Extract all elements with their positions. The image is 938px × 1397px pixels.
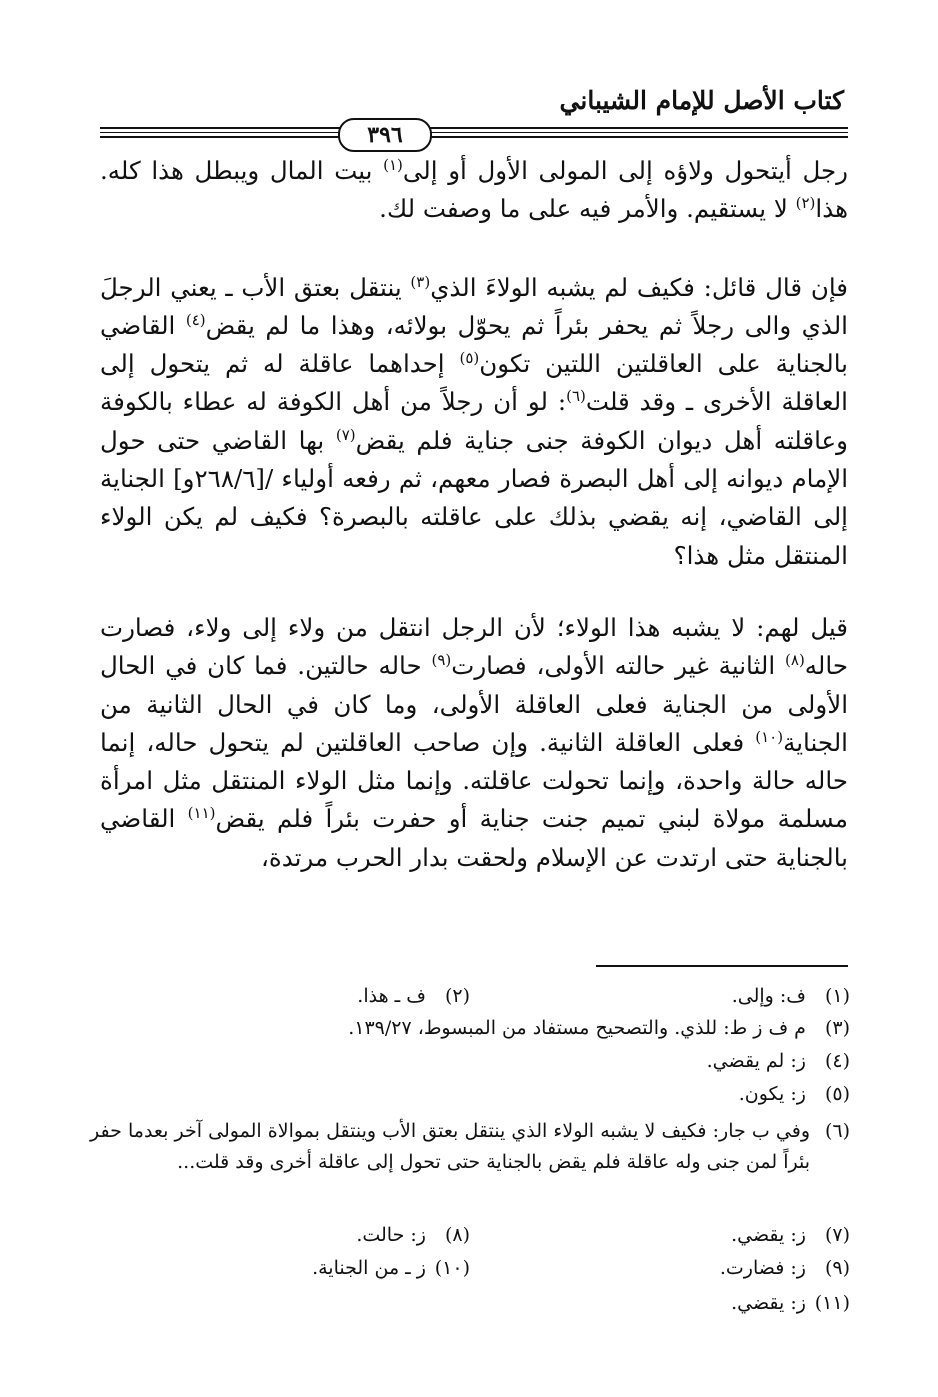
footnote-10: (١٠) ز ـ من الجناية. xyxy=(312,1257,470,1279)
page-number: ٣٩٦ xyxy=(338,118,432,152)
paragraph-2 xyxy=(100,269,848,575)
text-run: فعلى العاقلة الثانية. وإن صاحب العاقلتين لم يتحول حاله، إنما حاله حالة واحدة، وإنما تحولت عاقلته. وإنما مثل الولاء المنتقل مثل امرأة مسلمة مولاة لبني تميم جنت جناية أو حفرت بئراً فلم يقض xyxy=(100,727,848,834)
footnote-3: (٣) م ف ز ط: للذي. والتصحيح مستفاد من المبسوط، ١٣٩/٢٧. xyxy=(348,1017,850,1039)
footnote-ref: (٩) xyxy=(431,651,452,670)
text-run: الثانية غير حالته الأولى، فصارت xyxy=(451,651,786,681)
header-rule-top xyxy=(100,127,848,129)
text-run: حاله حالتين. فما كان في الحال الأولى من الجناية فعلى العاقلة الأولى، وما كان في الحال الثانية من الجناية xyxy=(100,651,848,757)
footnote-2: (٢) ف ـ هذا. xyxy=(357,985,470,1007)
footnote-row-7 xyxy=(90,1221,850,1249)
footnote-ref: (٤) xyxy=(185,310,206,329)
text-run: قيل لهم: لا يشبه هذا الولاء؛ لأن الرجل انتقل من ولاء إلى ولاء، فصارت حاله xyxy=(100,612,849,681)
page-header xyxy=(100,80,848,148)
footnote-row-9 xyxy=(90,1254,850,1282)
footnote-ref: (١٠) xyxy=(755,727,784,746)
text-run: رجل أيتحول ولاؤه إلى المولى الأول أو إلى xyxy=(402,156,848,185)
footnote-11: (١١) ز: يقضي. xyxy=(731,1292,850,1314)
text-run: بها القاضي حتى حول الإمام ديوانه إلى أهل البصرة فصار معهم، ثم رفعه أولياء /[٢٦٨/٦و] الجناية إلى القاضي، إنه يقضي بذلك على عاقلته بالبصرة؟ فكيف لم يكن الولاء المنتقل مثل هذا؟ xyxy=(100,425,849,570)
text-run: القاضي بالجناية حتى ارتدت عن الإسلام ولحقت بدار الحرب مرتدة، xyxy=(100,804,848,872)
footnote-separator xyxy=(596,965,848,967)
footnote-row-1 xyxy=(90,982,850,1010)
paragraph-3 xyxy=(100,609,848,877)
paragraph-gap xyxy=(100,229,848,269)
text-run: القاضي بالجناية على العاقلتين اللتين تكون xyxy=(100,310,848,379)
book-title: كتاب الأصل للإمام الشيباني xyxy=(559,86,844,115)
footnote-7: (٧) ز: يقضي. xyxy=(731,1224,850,1246)
footnote-ref: (٧) xyxy=(335,425,356,444)
footnote-4: (٤) ز: لم يقضي. xyxy=(706,1050,850,1072)
text-run: بيت المال ويبطل هذا كله. هذا xyxy=(100,156,848,224)
footnote-1: (١) ف: وإلى. xyxy=(731,985,850,1007)
text-run: : لو أن رجلاً من أهل الكوفة له عطاء بالكوفة وعاقلته أهل ديوان الكوفة جنى جناية فلم يقض xyxy=(100,387,848,455)
header-rule-bottom xyxy=(100,136,848,138)
paragraph-gap xyxy=(100,575,848,609)
main-text xyxy=(100,152,848,877)
footnote-5: (٥) ز: يكون. xyxy=(738,1083,850,1105)
footnote-6: (٦) وفي ب جار: فكيف لا يشبه الولاء الذي ينتقل بعتق الأب وينتقل بموالاة المولى آخر بعدما حفر بئراً لمن جنى وله عاقلة فلم يقض بالجناية حتى تحول إلى عاقلة أخرى وقد قلت... xyxy=(90,1120,850,1173)
footnote-ref: (١) xyxy=(383,156,403,174)
text-run: لا يستقيم. والأمر فيه على ما وصفت لك. xyxy=(379,194,796,224)
paragraph-1 xyxy=(100,152,848,229)
footnote-ref: (٥) xyxy=(459,349,480,368)
header-rule-middle xyxy=(100,132,848,133)
footnote-ref: (٣) xyxy=(410,272,431,291)
footnote-ref: (٦) xyxy=(566,387,586,406)
footnote-8: (٨) ز: حالت. xyxy=(356,1224,470,1246)
footnote-ref: (١١) xyxy=(187,804,216,823)
text-run: فإن قال قائل: فكيف لم يشبه الولاءَ الذي xyxy=(430,272,848,302)
text-run: إحداهما عاقلة له ثم يتحول إلى العاقلة الأخرى ـ وقد قلت xyxy=(100,349,848,417)
footnote-9: (٩) ز: فضارت. xyxy=(719,1257,850,1279)
footnote-ref: (٢) xyxy=(795,194,816,213)
text-run: ينتقل بعتق الأب ـ يعني الرجلَ الذي والى رجلاً ثم يحفر بئراً ثم يحوّل بولائه، وهذا ما لم يقض xyxy=(100,272,848,340)
footnote-ref: (٨) xyxy=(785,651,805,670)
